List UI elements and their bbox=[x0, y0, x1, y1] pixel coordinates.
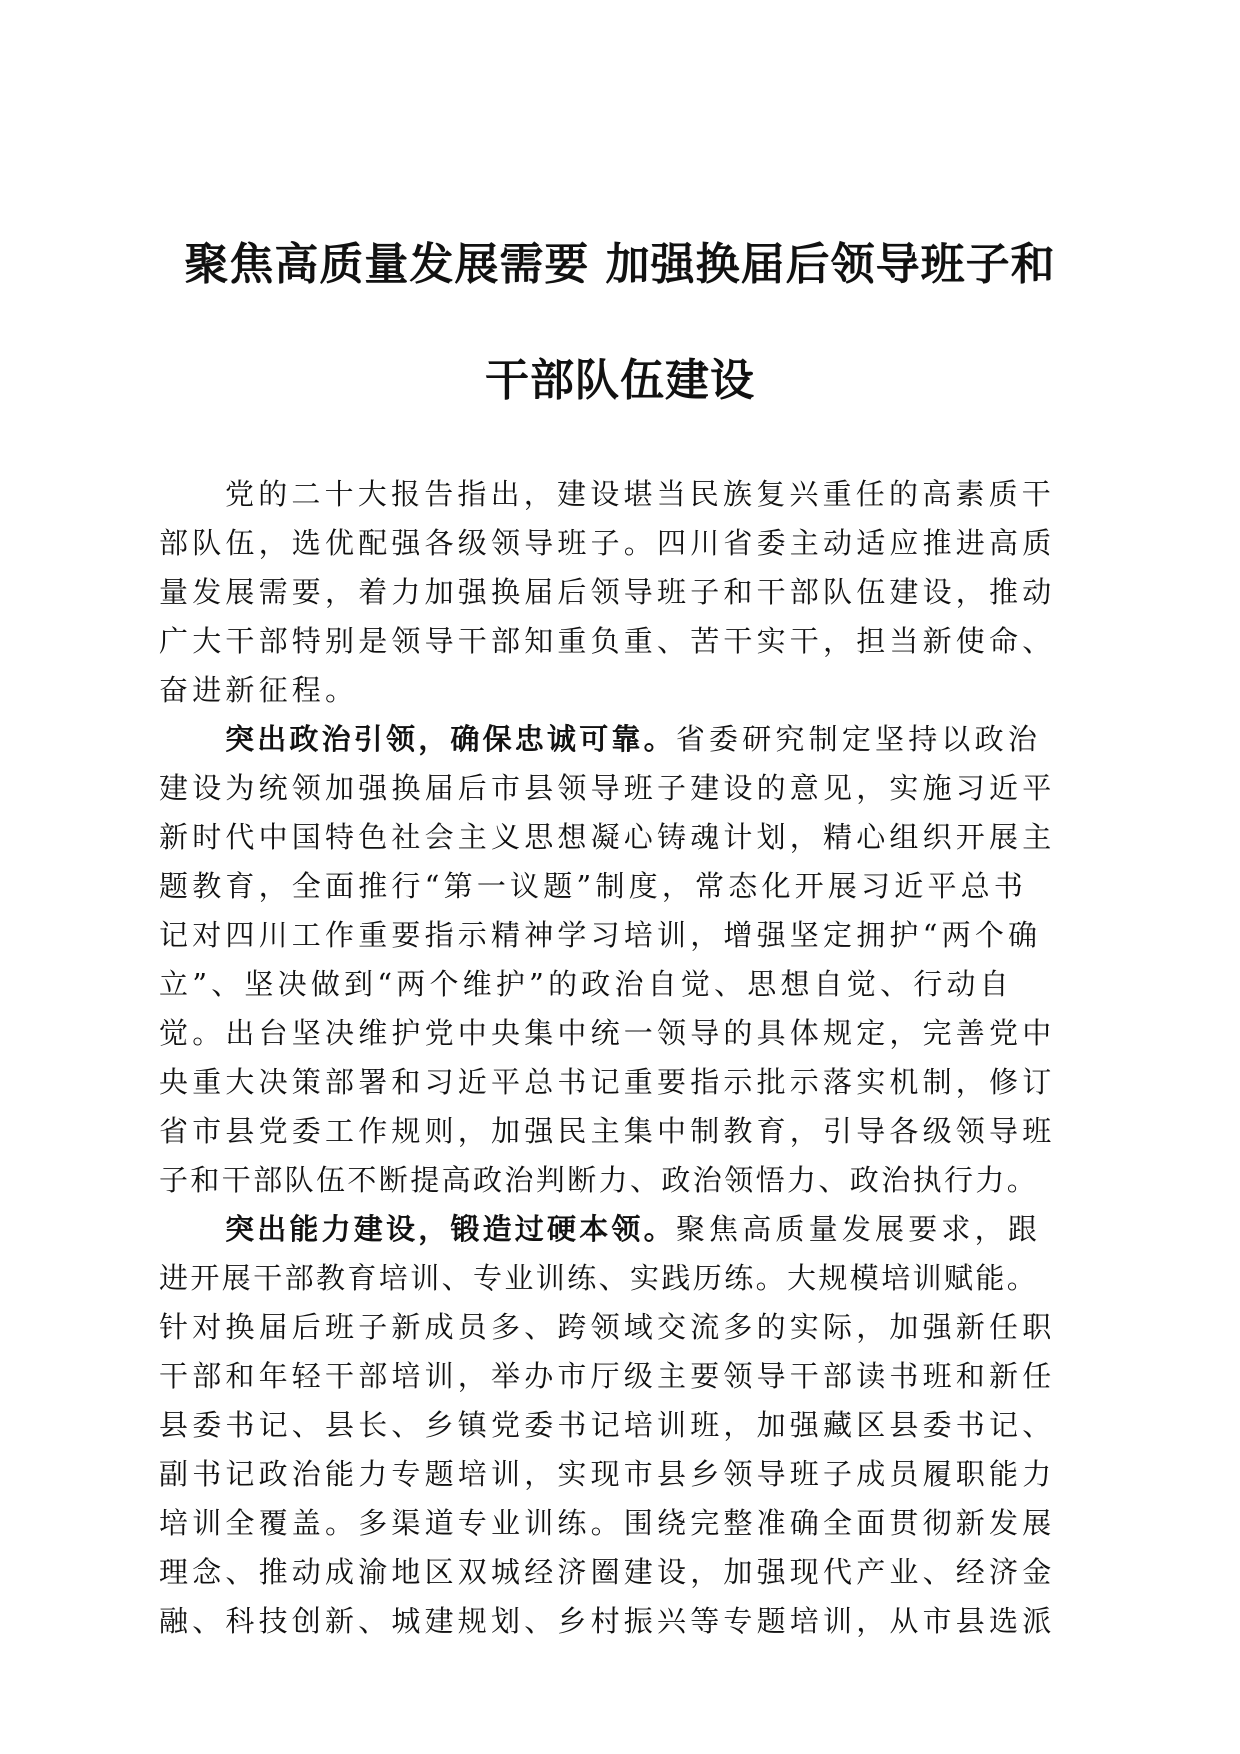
paragraph-2-line: 央重大决策部署和习近平总书记重要指示批示落实机制，修订 bbox=[159, 1065, 1056, 1099]
paragraph-2-line: 觉。出台坚决维护党中央集中统一领导的具体规定，完善党中 bbox=[159, 1016, 1056, 1050]
paragraph-3-first-line-text: 聚焦高质量发展要求，跟 bbox=[675, 1212, 1042, 1246]
paragraph-2-line: 省市县党委工作规则，加强民主集中制教育，引导各级领导班 bbox=[159, 1114, 1056, 1148]
document-title-line-2: 干部队伍建设 bbox=[485, 355, 755, 406]
paragraph-3-line: 融、科技创新、城建规划、乡村振兴等专题培训，从市县选派 bbox=[159, 1604, 1056, 1638]
paragraph-2-line: 题教育，全面推行“第一议题”制度，常态化开展习近平总书 bbox=[159, 869, 1028, 903]
paragraph-2-lead-heading: 突出政治引领，确保忠诚可靠。 bbox=[225, 722, 676, 756]
paragraph-1-line: 广大干部特别是领导干部知重负重、苦干实干，担当新使命、 bbox=[159, 624, 1056, 658]
paragraph-2-first-line bbox=[159, 715, 1081, 764]
paragraph-2-line: 子和干部队伍不断提高政治判断力、政治领悟力、政治执行力。 bbox=[159, 1163, 1039, 1197]
paragraph-3-line: 培训全覆盖。多渠道专业训练。围绕完整准确全面贯彻新发展 bbox=[159, 1506, 1056, 1540]
paragraph-2-line: 记对四川工作重要指示精神学习培训，增强坚定拥护“两个确 bbox=[159, 918, 1042, 952]
paragraph-3-line: 针对换届后班子新成员多、跨领域交流多的实际，加强新任职 bbox=[159, 1310, 1056, 1344]
document-title-line-1: 聚焦高质量发展需要 加强换届后领导班子和 bbox=[184, 239, 1056, 290]
paragraph-1-line: 部队伍，选优配强各级领导班子。四川省委主动适应推进高质 bbox=[159, 526, 1056, 560]
paragraph-3-line: 理念、推动成渝地区双城经济圈建设，加强现代产业、经济金 bbox=[159, 1555, 1056, 1589]
paragraph-3-line: 县委书记、县长、乡镇党委书记培训班，加强藏区县委书记、 bbox=[159, 1408, 1056, 1442]
paragraph-3-line: 副书记政治能力专题培训，实现市县乡领导班子成员履职能力 bbox=[159, 1457, 1056, 1491]
paragraph-2-line: 新时代中国特色社会主义思想凝心铸魂计划，精心组织开展主 bbox=[159, 820, 1056, 854]
paragraph-2-line: 立”、坚决做到“两个维护”的政治自觉、思想自觉、行动自 bbox=[159, 967, 1013, 1001]
paragraph-3-lead-heading: 突出能力建设，锻造过硬本领。 bbox=[225, 1212, 676, 1246]
paragraph-2-first-line-text: 省委研究制定坚持以政治 bbox=[675, 722, 1042, 756]
paragraph-3-first-line bbox=[159, 1205, 1081, 1254]
paragraph-3-line: 进开展干部教育培训、专业训练、实践历练。大规模培训赋能。 bbox=[159, 1261, 1039, 1295]
paragraph-1-line: 量发展需要，着力加强换届后领导班子和干部队伍建设，推动 bbox=[159, 575, 1056, 609]
paragraph-1-line: 党的二十大报告指出，建设堪当民族复兴重任的高素质干 bbox=[225, 477, 1056, 511]
paragraph-2-line: 建设为统领加强换届后市县领导班子建设的意见，实施习近平 bbox=[159, 771, 1056, 805]
paragraph-1-line: 奋进新征程。 bbox=[159, 673, 359, 707]
document-body bbox=[159, 470, 1081, 1646]
paragraph-3-line: 干部和年轻干部培训，举办市厅级主要领导干部读书班和新任 bbox=[159, 1359, 1056, 1393]
